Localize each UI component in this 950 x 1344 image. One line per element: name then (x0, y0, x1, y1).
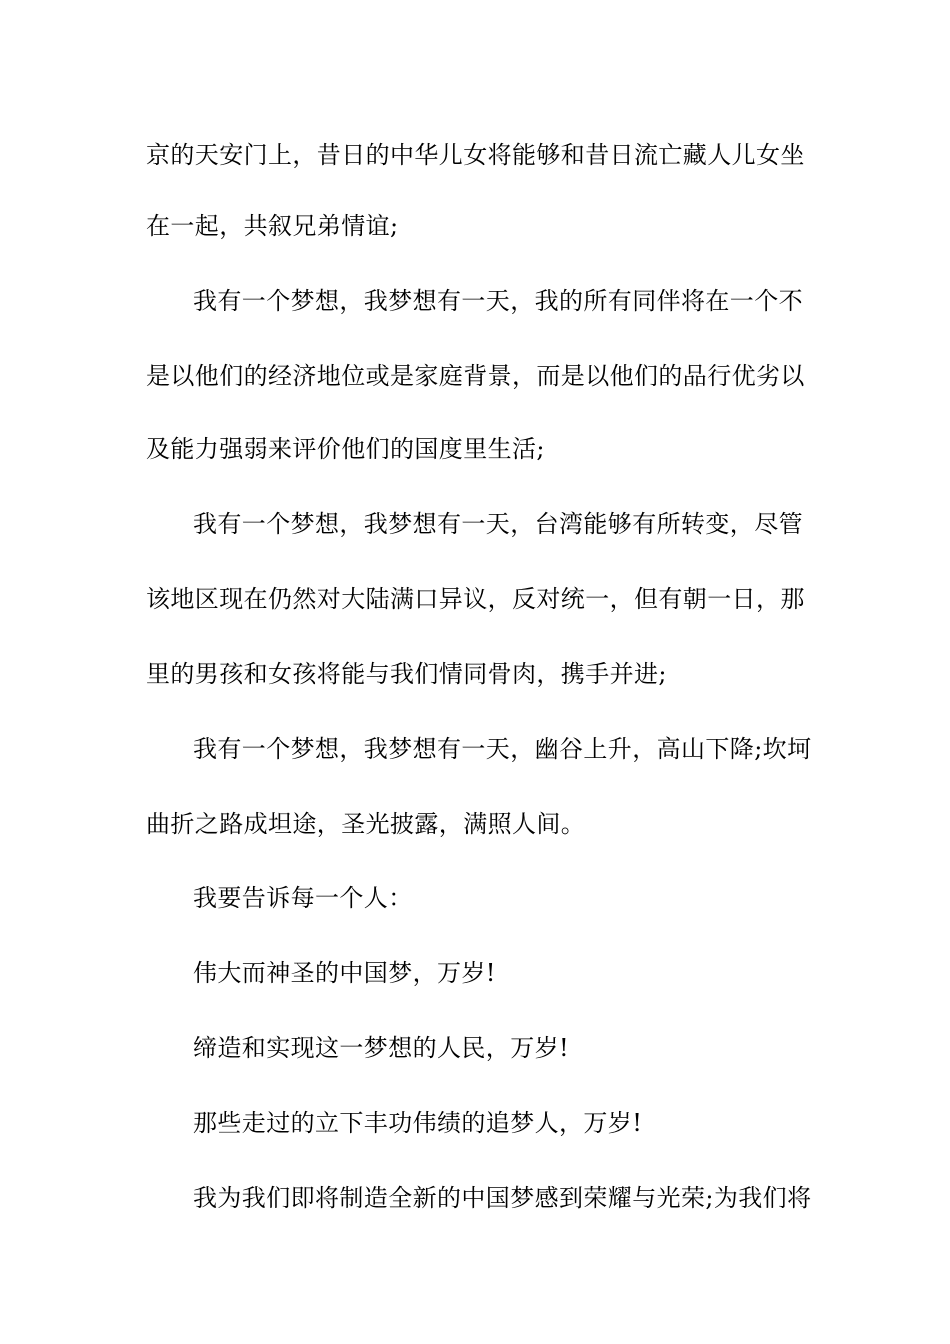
text-line: 京的天安门上，昔日的中华儿女将能够和昔日流亡藏人儿女坐 (146, 141, 805, 169)
paragraph-start-line: 我有一个梦想，我梦想有一天，台湾能够有所转变，尽管 (193, 510, 803, 538)
text-line: 在一起，共叙兄弟情谊; (146, 212, 399, 240)
paragraph-line: 缔造和实现这一梦想的人民，万岁! (193, 1034, 570, 1062)
text-line: 是以他们的经济地位或是家庭背景，而是以他们的品行优劣以 (146, 362, 805, 390)
paragraph-start-line: 我有一个梦想，我梦想有一天，幽谷上升，高山下降;坎坷 (193, 735, 812, 763)
text-line: 里的男孩和女孩将能与我们情同骨肉，携手并进; (146, 660, 667, 688)
text-line: 曲折之路成坦途，圣光披露，满照人间。 (146, 810, 586, 838)
paragraph-start-line: 我为我们即将制造全新的中国梦感到荣耀与光荣;为我们将 (193, 1184, 812, 1212)
paragraph-line: 我要告诉每一个人： (193, 884, 413, 912)
text-line: 及能力强弱来评价他们的国度里生活; (146, 435, 545, 463)
paragraph-start-line: 我有一个梦想，我梦想有一天，我的所有同伴将在一个不 (193, 287, 803, 315)
paragraph-line: 伟大而神圣的中国梦，万岁! (193, 959, 496, 987)
text-line: 该地区现在仍然对大陆满口异议，反对统一，但有朝一日，那 (146, 585, 805, 613)
paragraph-line: 那些走过的立下丰功伟绩的追梦人，万岁! (193, 1109, 643, 1137)
